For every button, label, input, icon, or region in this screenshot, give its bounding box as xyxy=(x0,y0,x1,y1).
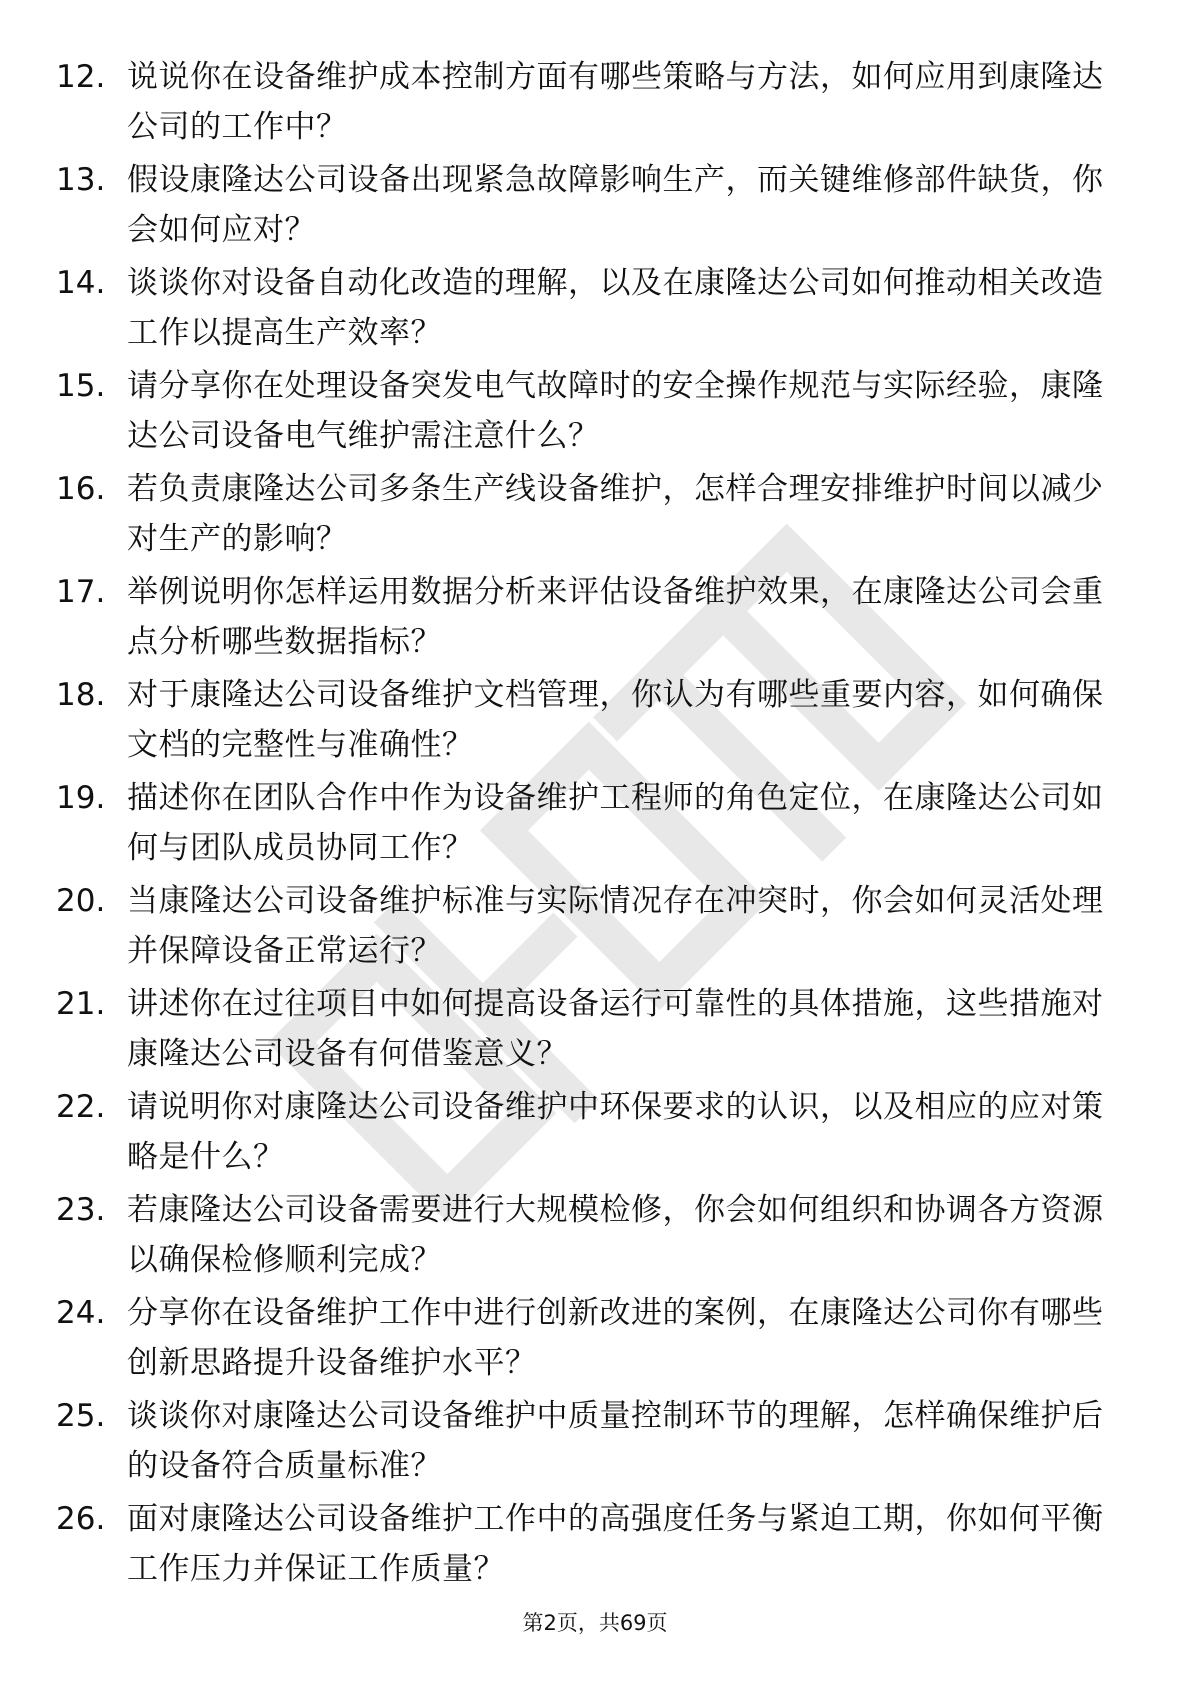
question-number: 16. xyxy=(56,471,106,507)
question-item xyxy=(0,1185,1190,1288)
question-item xyxy=(0,1082,1190,1185)
question-text: 分享你在设备维护工作中进行创新改进的案例，在康隆达公司你有哪些创新思路提升设备维护水平？ xyxy=(127,1295,1104,1381)
question-number: 20. xyxy=(56,883,106,919)
question-text: 请分享你在处理设备突发电气故障时的安全操作规范与实际经验，康隆达公司设备电气维护需注意什么？ xyxy=(127,368,1104,454)
question-item xyxy=(0,1288,1190,1391)
question-number: 12. xyxy=(56,59,106,95)
question-item xyxy=(0,155,1190,258)
question-item xyxy=(0,258,1190,361)
question-list xyxy=(0,52,1190,1597)
question-item xyxy=(0,464,1190,567)
question-number: 21. xyxy=(56,986,106,1022)
question-number: 18. xyxy=(56,677,106,713)
question-text: 描述你在团队合作中作为设备维护工程师的角色定位，在康隆达公司如何与团队成员协同工作？ xyxy=(127,780,1104,866)
question-number: 17. xyxy=(56,574,106,610)
question-number: 15. xyxy=(56,368,106,404)
question-item xyxy=(0,52,1190,155)
question-number: 22. xyxy=(56,1089,106,1125)
question-number: 14. xyxy=(56,265,106,301)
question-item xyxy=(0,1391,1190,1494)
question-text: 讲述你在过往项目中如何提高设备运行可靠性的具体措施，这些措施对康隆达公司设备有何借鉴意义？ xyxy=(127,986,1104,1072)
question-number: 24. xyxy=(56,1295,106,1331)
question-text: 说说你在设备维护成本控制方面有哪些策略与方法，如何应用到康隆达公司的工作中？ xyxy=(127,59,1104,145)
page-footer xyxy=(0,1608,1190,1638)
question-item xyxy=(0,670,1190,773)
question-text: 假设康隆达公司设备出现紧急故障影响生产，而关键维修部件缺货，你会如何应对？ xyxy=(127,162,1104,248)
question-item xyxy=(0,876,1190,979)
question-item xyxy=(0,979,1190,1082)
question-item xyxy=(0,567,1190,670)
question-text: 谈谈你对康隆达公司设备维护中质量控制环节的理解，怎样确保维护后的设备符合质量标准？ xyxy=(127,1398,1104,1484)
question-text: 当康隆达公司设备维护标准与实际情况存在冲突时，你会如何灵活处理并保障设备正常运行？ xyxy=(127,883,1104,969)
question-text: 举例说明你怎样运用数据分析来评估设备维护效果，在康隆达公司会重点分析哪些数据指标？ xyxy=(127,574,1104,660)
question-item xyxy=(0,1494,1190,1597)
question-text: 若负责康隆达公司多条生产线设备维护，怎样合理安排维护时间以减少对生产的影响？ xyxy=(127,471,1104,557)
question-text: 谈谈你对设备自动化改造的理解，以及在康隆达公司如何推动相关改造工作以提高生产效率？ xyxy=(127,265,1104,351)
question-text: 对于康隆达公司设备维护文档管理，你认为有哪些重要内容，如何确保文档的完整性与准确性？ xyxy=(127,677,1104,763)
question-item xyxy=(0,773,1190,876)
question-text: 若康隆达公司设备需要进行大规模检修，你会如何组织和协调各方资源以确保检修顺利完成？ xyxy=(127,1192,1104,1278)
question-text: 面对康隆达公司设备维护工作中的高强度任务与紧迫工期，你如何平衡工作压力并保证工作质量？ xyxy=(127,1501,1104,1587)
question-item xyxy=(0,361,1190,464)
question-number: 23. xyxy=(56,1192,106,1228)
question-text: 请说明你对康隆达公司设备维护中环保要求的认识，以及相应的应对策略是什么？ xyxy=(127,1089,1104,1175)
question-number: 26. xyxy=(56,1501,106,1537)
question-number: 13. xyxy=(56,162,106,198)
question-number: 25. xyxy=(56,1398,106,1434)
page-number-label: 第2页，共69页 xyxy=(522,1611,668,1635)
question-number: 19. xyxy=(56,780,106,816)
